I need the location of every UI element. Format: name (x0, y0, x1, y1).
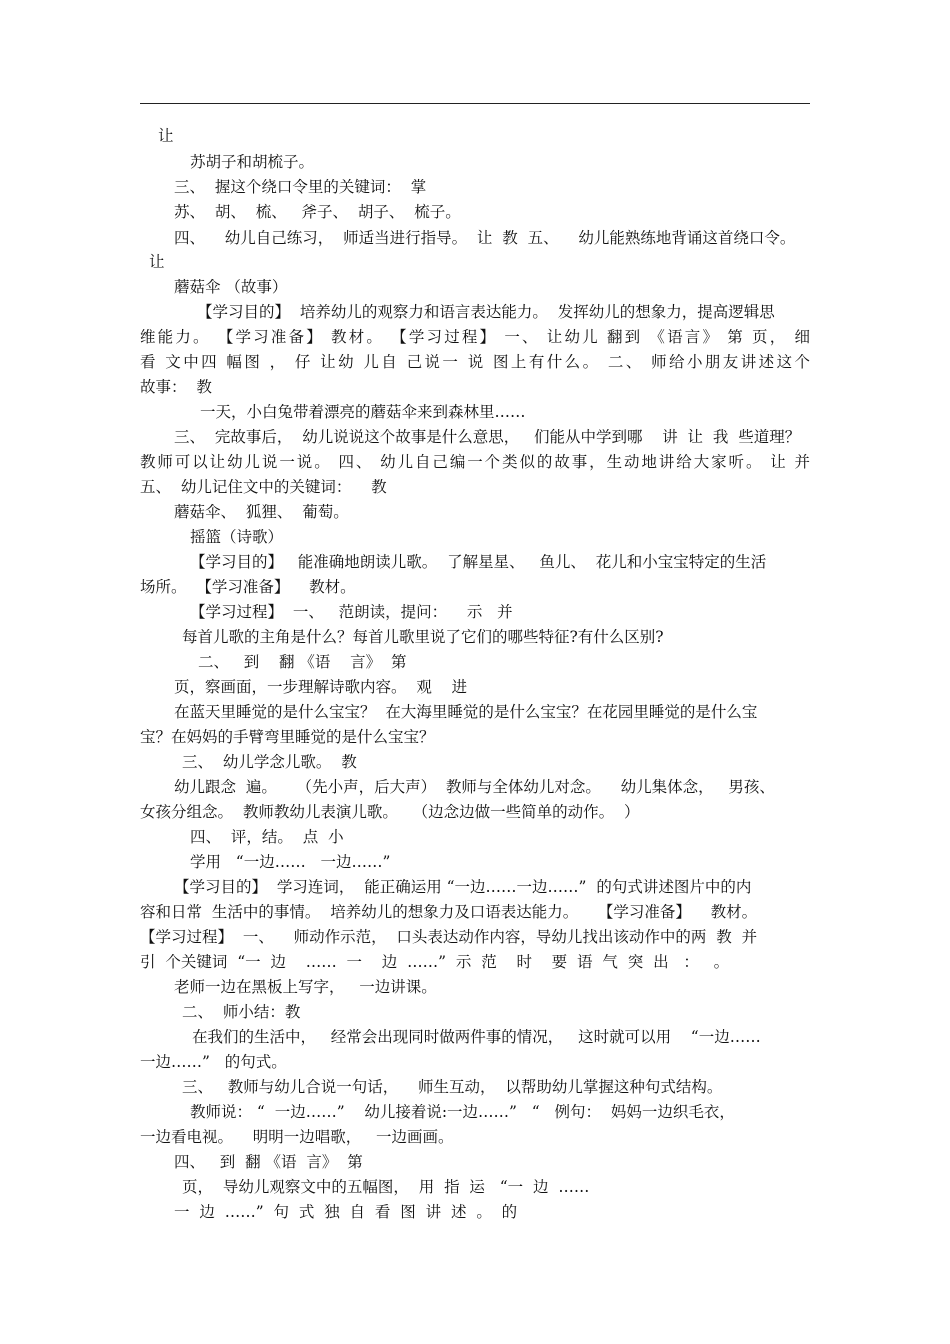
text-line: 教师可以让幼儿说一说。 四、 幼儿自己编一个类似的故事，生动地讲给大家听。 让 并 (140, 453, 810, 471)
text-line: 一边看电视。 明明一边唱歌， 一边画画。 (140, 1128, 454, 1146)
text-line: 二、 师小结：教 (182, 1003, 301, 1021)
text-line: 四、 评，结。 点 小 (190, 828, 344, 846)
text-line: 蘑菇伞 （故事） (174, 278, 288, 296)
text-line: 五、 幼儿记住文中的关键词： 教 (140, 478, 387, 496)
text-line: 一 边 ……” 句 式 独 自 看 图 讲 述 。 的 (174, 1203, 518, 1221)
text-line: 让 (149, 253, 165, 271)
text-line: 维能力。 【学习准备】 教材。 【学习过程】 一、 让幼儿 翻到 《语言》 第 页， 细 (140, 328, 810, 346)
text-line: 引 个关键词 “一 边 …… 一 边 ……” 示 范 时 要 语 气 突 出 ： 。 (140, 953, 730, 971)
text-line: 【学习目的】 能准确地朗读儿歌。 了解星星、 鱼儿、 花儿和小宝宝特定的生活 (190, 553, 767, 571)
text-line: 每首儿歌的主角是什么？每首儿歌里说了它们的哪些特征?有什么区别? (182, 628, 664, 646)
text-line: 【学习目的】 学习连词， 能正确运用 “一边……一边……” 的句式讲述图片中的内 (174, 878, 752, 896)
text-line: 苏胡子和胡梳子。 (190, 153, 315, 171)
text-line: 在我们的生活中， 经常会出现同时做两件事的情况， 这时就可以用 “一边…… (192, 1028, 761, 1046)
text-line: 故事： 教 (140, 378, 212, 396)
text-line: 一天，小白兔带着漂亮的蘑菇伞来到森林里…… (200, 403, 526, 421)
text-line: 看 文中四 幅图 ， 仔 让幼 儿自 己说一 说 图上有什么。 二、 师给小朋友讲述这个 (140, 353, 810, 371)
text-line: 让 (158, 127, 174, 145)
text-line: 老师一边在黑板上写字， 一边讲课。 (174, 978, 437, 996)
text-line: 学用 “一边…… 一边……” (190, 853, 391, 871)
text-line: 三、 幼儿学念儿歌。 教 (182, 753, 357, 771)
text-line: 苏、 胡、 梳、 斧子、 胡子、 梳子。 (174, 203, 461, 221)
text-line: 容和日常 生活中的事情。 培养幼儿的想象力及口语表达能力。 【学习准备】 教材。 (140, 903, 758, 921)
text-line: 二、 到 翻 《语 言》 第 (198, 653, 407, 671)
text-line: 三、 教师与幼儿合说一句话， 师生互动， 以帮助幼儿掌握这种句式结构。 (182, 1078, 723, 1096)
text-line: 三、 握这个绕口令里的关键词： 掌 (174, 178, 427, 196)
text-line: 四、 幼儿自己练习， 师适当进行指导。 让 教 五、 幼儿能熟练地背诵这首绕口令。 (174, 229, 796, 247)
text-line: 场所。 【学习准备】 教材。 (140, 578, 356, 596)
text-line: 一边……” 的句式。 (140, 1053, 287, 1071)
text-line: 【学习目的】 培养幼儿的观察力和语言表达能力。 发挥幼儿的想象力，提高逻辑思 (197, 303, 775, 321)
text-line: 在蓝天里睡觉的是什么宝宝？ 在大海里睡觉的是什么宝宝？在花园里睡觉的是什么宝 (174, 703, 758, 721)
text-line: 宝？在妈妈的手臂弯里睡觉的是什么宝宝？ (140, 728, 435, 746)
text-line: 三、 完故事后， 幼儿说说这个故事是什么意思， 们能从中学到哪 讲 让 我 些道理？ (174, 428, 801, 446)
header-rule (140, 103, 810, 104)
text-line: 女孩分组念。 教师教幼儿表演儿歌。 （边念边做一些简单的动作。 ） (140, 803, 640, 821)
text-line: 页，察画面，一步理解诗歌内容。 观 进 (174, 678, 468, 696)
text-line: 蘑菇伞、 狐狸、 葡萄。 (174, 503, 349, 521)
text-line: 【学习过程】 一、 范朗读，提问： 示 并 (190, 603, 513, 621)
text-line: 摇篮（诗歌） (190, 528, 284, 546)
text-line: 【学习过程】 一、 师动作示范， 口头表达动作内容，导幼儿找出该动作中的两 教 并 (140, 928, 758, 946)
text-line: 教师说： “ 一边……” 幼儿接着说:一边……” “ 例句： 妈妈一边织毛衣， (190, 1103, 735, 1121)
text-line: 四、 到 翻 《语 言》 第 (174, 1153, 363, 1171)
text-line: 页， 导幼儿观察文中的五幅图， 用 指 运 “一 边 …… (182, 1178, 590, 1196)
text-line: 幼儿跟念 遍。 （先小声，后大声） 教师与全体幼儿对念。 幼儿集体念， 男孩、 (174, 778, 775, 796)
